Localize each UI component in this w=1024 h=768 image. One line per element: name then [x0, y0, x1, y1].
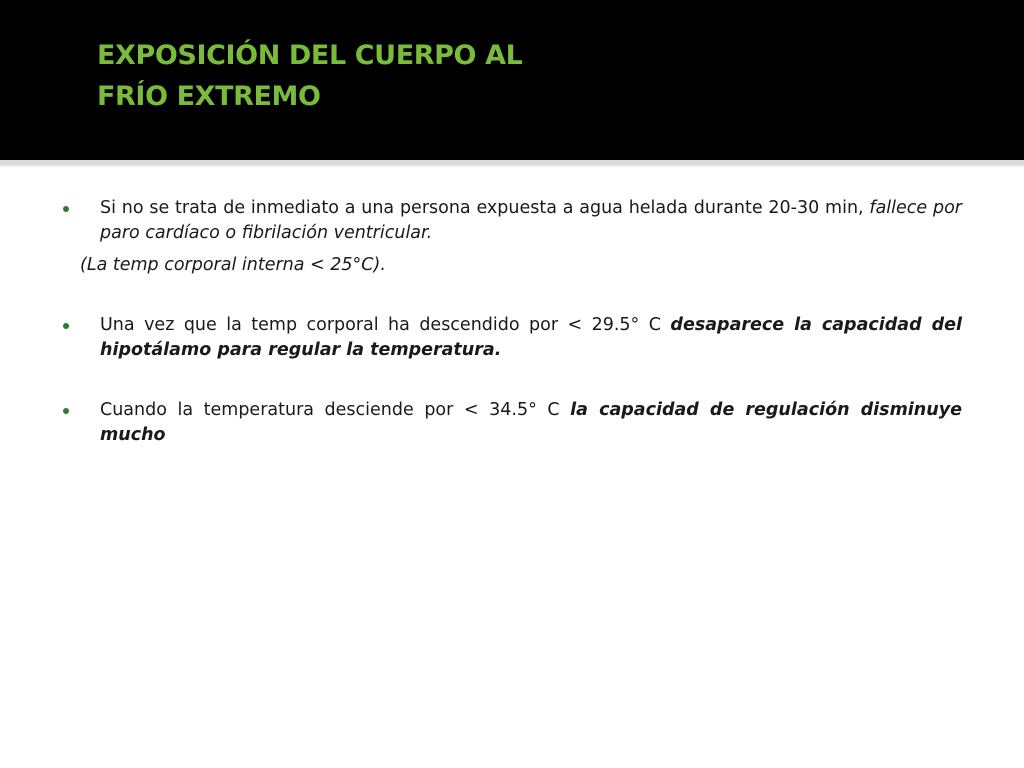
bullet-2-emphasis: desaparece la capacidad del hipotálamo para regular la temperatura	[100, 315, 963, 360]
bullet-dot-icon	[63, 408, 69, 414]
bullet-point-2	[100, 313, 962, 363]
bullet-point-1	[100, 196, 962, 246]
bullet-dot-icon	[63, 323, 69, 329]
bullet-1-emphasis: fallece por paro cardíaco o fibrilación ventricular.	[100, 198, 962, 243]
bullet-dot-icon	[63, 206, 69, 212]
bullet-3-emphasis: la capacidad de regulación disminuye mucho	[100, 400, 963, 445]
bullet-point-3	[100, 398, 962, 448]
bullet-2-trailing: .	[494, 340, 502, 360]
temperature-note: (La temp corporal interna < 25°C).	[80, 255, 386, 275]
bullet-3-text: Cuando la temperatura desciende por < 34.5° C	[100, 400, 571, 420]
slide-title-line-2: FRÍO EXTREMO	[97, 81, 321, 112]
bullet-1-text: Si no se trata de inmediato a una persona expuesta a agua helada durante 20-30 min,	[100, 198, 870, 218]
slide-title-line-1: EXPOSICIÓN DEL CUERPO AL	[97, 40, 523, 71]
bullet-2-text: Una vez que la temp corporal ha descendido por < 29.5° C	[100, 315, 671, 335]
